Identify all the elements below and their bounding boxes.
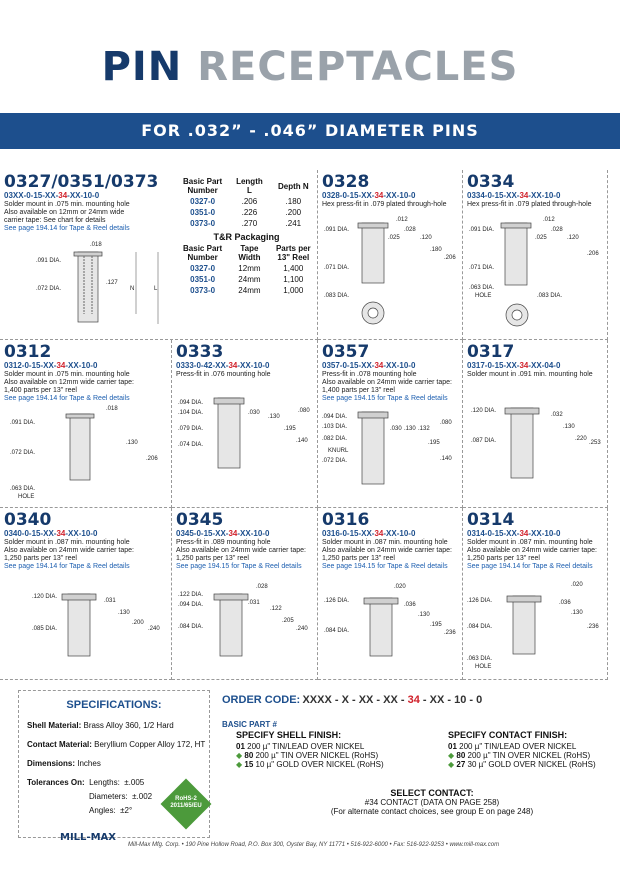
order-code: 03XX-0-15-XX-34-XX-10-0 (4, 191, 100, 200)
mill-max-logo: MILL-MAX (60, 832, 116, 843)
svg-text:.103 DIA.: .103 DIA. (322, 424, 348, 430)
note: 1,400 parts per 13" reel (4, 387, 77, 394)
svg-text:.071 DIA.: .071 DIA. (324, 265, 350, 271)
svg-text:.127: .127 (106, 280, 118, 286)
svg-text:.087 DIA.: .087 DIA. (471, 438, 497, 444)
part-number: 0333 (176, 342, 224, 362)
order-code-line: ORDER CODE: XXXX - X - XX - XX - 34 - XX - 10 - 0 (222, 694, 483, 706)
order-code: 0334-0-15-XX-34-XX-10-0 (467, 191, 561, 200)
note: Also available on 24mm wide carrier tape: (4, 547, 134, 554)
footer-address: Mill-Max Mfg. Corp. • 190 Pine Hollow Road, P.O. Box 300, Oyster Bay, NY 11771 • 516-922-6000 • Fax: 516-922-9253 • www.mill-max.com (128, 842, 500, 848)
cell-0317 (463, 340, 608, 508)
part-number: 0317 (467, 342, 515, 362)
note: Also available on 24mm wide carrier tape: (322, 547, 452, 554)
svg-text:L: L (154, 286, 158, 292)
svg-text:.063 DIA.: .063 DIA. (469, 285, 495, 291)
order-code-section (222, 694, 612, 816)
basic-part-label: BASIC PART # (222, 720, 277, 729)
tape-reel-link[interactable]: See page 194.14 for Tape & Reel details (4, 395, 130, 402)
svg-text:.091 DIA.: .091 DIA. (324, 227, 350, 233)
svg-text:.253: .253 (589, 440, 601, 446)
svg-text:.195: .195 (430, 622, 442, 628)
svg-text:.206: .206 (587, 251, 599, 257)
order-code: 0345-0-15-XX-34-XX-10-0 (176, 529, 270, 538)
svg-text:.072 DIA.: .072 DIA. (36, 286, 62, 292)
drawing-0345 (172, 572, 318, 680)
svg-text:.132: .132 (418, 426, 430, 432)
dimension-table: Basic Part Number Length L Depth N 0327-0 .206 .180 0351-0 .226 .200 0373-0 .270 .241 T&R Packaging Basic Part Number Tape Width Parts per 13" Reel 0327-0 12mm 1,400 0351-0 24mm 1,100 0373-0 24mm 1,000 (183, 177, 311, 295)
order-code: 0328-0-15-XX-34-XX-10-0 (322, 191, 416, 200)
tape-reel-link[interactable]: See page 194.15 for Tape & Reel details (322, 563, 448, 570)
svg-text:.120: .120 (420, 235, 432, 241)
part-number: 0357 (322, 342, 370, 362)
svg-text:.130: .130 (126, 440, 138, 446)
order-code: 0312-0-15-XX-34-XX-10-0 (4, 361, 98, 370)
svg-text:.072 DIA.: .072 DIA. (322, 458, 348, 464)
note: Press-fit in .089 mounting hole (176, 539, 271, 546)
svg-text:.130: .130 (404, 426, 416, 432)
part-number: 0334 (467, 172, 515, 192)
drawing-0327 (0, 232, 170, 340)
svg-text:.104 DIA.: .104 DIA. (178, 410, 204, 416)
drawing-0340 (0, 572, 172, 680)
note: Solder mount in .075 min. mounting hole (4, 371, 130, 378)
note: Also available on 24mm wide carrier tape: (176, 547, 306, 554)
note: Press-fit in .078 mounting hole (322, 371, 417, 378)
svg-text:.130: .130 (118, 610, 130, 616)
svg-text:.074 DIA.: .074 DIA. (178, 442, 204, 448)
svg-text:.091 DIA.: .091 DIA. (10, 420, 36, 426)
svg-text:.130: .130 (571, 610, 583, 616)
svg-text:.220: .220 (575, 436, 587, 442)
note: 1,250 parts per 13" reel (4, 555, 77, 562)
svg-text:.063 DIA.: .063 DIA. (10, 486, 36, 492)
part-number: 0314 (467, 510, 515, 530)
svg-text:.091 DIA.: .091 DIA. (36, 258, 62, 264)
svg-text:N: N (130, 286, 135, 292)
svg-text:HOLE: HOLE (18, 494, 35, 500)
cell-0316 (318, 508, 463, 680)
svg-text:.180: .180 (430, 247, 442, 253)
spec-dimensions: Dimensions: Inches (27, 759, 101, 768)
svg-text:.120 DIA.: .120 DIA. (471, 408, 497, 414)
svg-text:.018: .018 (90, 242, 102, 248)
subtitle-band: FOR .032” - .046” DIAMETER PINS (0, 113, 620, 149)
order-code: 0314-0-15-XX-34-XX-10-0 (467, 529, 561, 538)
svg-text:.031: .031 (104, 598, 116, 604)
drawing-0328 (318, 205, 463, 340)
title-word-1: PIN (101, 44, 183, 90)
spec-tolerances: Tolerances On: Lengths: ±.005 (27, 778, 145, 787)
note: Hex press-fit in .079 plated through-hole (322, 201, 447, 208)
note: Press-fit in .076 mounting hole (176, 371, 271, 378)
svg-text:.018: .018 (106, 406, 118, 412)
note: Solder mount in .087 min. mounting hole (322, 539, 448, 546)
svg-text:.012: .012 (543, 217, 555, 223)
note: Solder mount in .091 min. mounting hole (467, 371, 593, 378)
svg-text:.130: .130 (268, 414, 280, 420)
note: Solder mount in .087 min. mounting hole (467, 539, 593, 546)
shell-finish: SPECIFY SHELL FINISH: 01 200 µ" TIN/LEAD OVER NICKEL ◆ 80 200 µ" TIN OVER NICKEL (RoHS) ◆ 15 10 µ" GOLD OVER NICKEL (RoHS) (236, 730, 384, 769)
svg-text:.130: .130 (563, 424, 575, 430)
svg-text:.028: .028 (551, 227, 563, 233)
drawing-0312 (0, 400, 172, 508)
cell-0334 (463, 170, 608, 340)
note: Hex press-fit in .079 plated through-hole (467, 201, 592, 208)
svg-text:.032: .032 (551, 412, 563, 418)
note: Solder mount in .087 min. mounting hole (4, 539, 130, 546)
svg-text:.036: .036 (404, 602, 416, 608)
drawing-0316 (318, 572, 463, 680)
spec-contact: Contact Material: Beryllium Copper Alloy 172, HT (27, 740, 206, 749)
drawing-0333 (172, 378, 318, 508)
svg-text:.025: .025 (388, 235, 400, 241)
svg-text:.028: .028 (404, 227, 416, 233)
svg-text:.126 DIA.: .126 DIA. (467, 598, 493, 604)
note: Also available on 24mm wide carrier tape: (322, 379, 452, 386)
note: Solder mount in .075 min. mounting hole (4, 201, 130, 208)
order-code: 0357-0-15-XX-34-XX-10-0 (322, 361, 416, 370)
cell-0328 (318, 170, 463, 340)
svg-text:.195: .195 (428, 440, 440, 446)
note: 1,250 parts per 13" reel (176, 555, 249, 562)
svg-text:.206: .206 (146, 456, 158, 462)
svg-text:.020: .020 (571, 582, 583, 588)
svg-text:.020: .020 (394, 584, 406, 590)
svg-text:.036: .036 (559, 600, 571, 606)
svg-text:.140: .140 (440, 456, 452, 462)
cell-0340 (0, 508, 172, 680)
part-number: 0340 (4, 510, 52, 530)
svg-text:.236: .236 (587, 624, 599, 630)
svg-text:.130: .130 (418, 612, 430, 618)
svg-text:KNURL: KNURL (328, 448, 349, 454)
cell-0312 (0, 340, 172, 508)
cell-0357 (318, 340, 463, 508)
svg-text:HOLE: HOLE (475, 293, 492, 299)
note: Also available on 12mm or 24mm wide (4, 209, 125, 216)
part-number: 0345 (176, 510, 224, 530)
svg-text:.120: .120 (567, 235, 579, 241)
svg-text:.120 DIA.: .120 DIA. (32, 594, 58, 600)
contact-finish: SPECIFY CONTACT FINISH: 01 200 µ" TIN/LEAD OVER NICKEL ◆ 80 200 µ" TIN OVER NICKEL (RoHS) ◆ 27 30 µ" GOLD OVER NICKEL (RoHS) (448, 730, 596, 769)
spec-angles: Angles: ±2° (89, 806, 133, 815)
svg-text:.012: .012 (396, 217, 408, 223)
svg-text:.236: .236 (444, 630, 456, 636)
tape-reel-link[interactable]: See page 194.14 for Tape & Reel details (4, 563, 130, 570)
svg-text:.195: .195 (284, 426, 296, 432)
note: 1,250 parts per 13" reel (322, 555, 395, 562)
tape-reel-link[interactable]: See page 194.15 for Tape & Reel details (176, 563, 302, 570)
select-contact: SELECT CONTACT: #34 CONTACT (DATA ON PAGE 258) (For alternate contact choices, see group E on page 248) (330, 788, 534, 816)
svg-text:.082 DIA.: .082 DIA. (322, 436, 348, 442)
svg-text:.063 DIA.: .063 DIA. (467, 656, 493, 662)
spec-diameters: Diameters: ±.002 (89, 792, 153, 801)
svg-text:.085 DIA.: .085 DIA. (32, 626, 58, 632)
spec-shell: Shell Material: Brass Alloy 360, 1/2 Hard (27, 721, 174, 730)
svg-text:.030: .030 (390, 426, 402, 432)
order-code: 0317-0-15-XX-34-XX-04-0 (467, 361, 561, 370)
part-number: 0328 (322, 172, 370, 192)
drawing-0357 (318, 400, 463, 508)
svg-text:.028: .028 (256, 584, 268, 590)
part-number: 0327/0351/0373 (4, 172, 159, 192)
svg-text:.030: .030 (248, 410, 260, 416)
svg-text:HOLE: HOLE (475, 664, 492, 670)
svg-text:.079 DIA.: .079 DIA. (178, 426, 204, 432)
note: carrier tape: See chart for details (4, 217, 106, 224)
drawing-0334 (463, 205, 608, 340)
cell-0314 (463, 508, 608, 680)
cell-0345 (172, 508, 318, 680)
tape-reel-link[interactable]: See page 194.14 for Tape & Reel details (467, 563, 593, 570)
svg-text:.084 DIA.: .084 DIA. (178, 624, 204, 630)
svg-text:.031: .031 (248, 600, 260, 606)
part-number: 0312 (4, 342, 52, 362)
part-number: 0316 (322, 510, 370, 530)
svg-text:.025: .025 (535, 235, 547, 241)
svg-text:.084 DIA.: .084 DIA. (324, 628, 350, 634)
svg-text:.240: .240 (296, 626, 308, 632)
svg-text:.205: .205 (282, 618, 294, 624)
svg-text:.094 DIA.: .094 DIA. (322, 414, 348, 420)
svg-text:.080: .080 (298, 408, 310, 414)
svg-text:.094 DIA.: .094 DIA. (178, 400, 204, 406)
tape-reel-link[interactable]: See page 194.15 for Tape & Reel details (322, 395, 448, 402)
cell-0333 (172, 340, 318, 508)
page-title (0, 44, 620, 90)
order-code: 0316-0-15-XX-34-XX-10-0 (322, 529, 416, 538)
note: 1,400 parts per 13" reel (322, 387, 395, 394)
svg-text:.080: .080 (440, 420, 452, 426)
svg-text:.071 DIA.: .071 DIA. (469, 265, 495, 271)
svg-text:.083 DIA.: .083 DIA. (537, 293, 563, 299)
svg-text:.240: .240 (148, 626, 160, 632)
order-code: 0340-0-15-XX-34-XX-10-0 (4, 529, 98, 538)
specs-title: SPECIFICATIONS: (66, 699, 162, 711)
svg-text:.122 DIA.: .122 DIA. (178, 592, 204, 598)
drawing-0317 (463, 378, 608, 508)
title-word-2: RECEPTACLES (197, 44, 519, 90)
drawing-0314 (463, 572, 608, 680)
tape-reel-link[interactable]: See page 194.14 for Tape & Reel details (4, 225, 130, 232)
svg-text:.126 DIA.: .126 DIA. (324, 598, 350, 604)
note: Also available on 12mm wide carrier tape: (4, 379, 134, 386)
svg-text:.072 DIA.: .072 DIA. (10, 450, 36, 456)
rohs-label: RoHS-2 2011/65/EU (170, 796, 202, 809)
svg-text:.091 DIA.: .091 DIA. (469, 227, 495, 233)
svg-text:.200: .200 (132, 620, 144, 626)
note: Also available on 24mm wide carrier tape: (467, 547, 597, 554)
svg-text:.083 DIA.: .083 DIA. (324, 293, 350, 299)
svg-text:.140: .140 (296, 438, 308, 444)
svg-text:.122: .122 (270, 606, 282, 612)
svg-text:.084 DIA.: .084 DIA. (467, 624, 493, 630)
order-code: 0333-0-42-XX-34-XX-10-0 (176, 361, 270, 370)
svg-text:.094 DIA.: .094 DIA. (178, 602, 204, 608)
svg-text:.206: .206 (444, 255, 456, 261)
cell-0327 (0, 170, 318, 340)
note: 1,250 parts per 13" reel (467, 555, 540, 562)
